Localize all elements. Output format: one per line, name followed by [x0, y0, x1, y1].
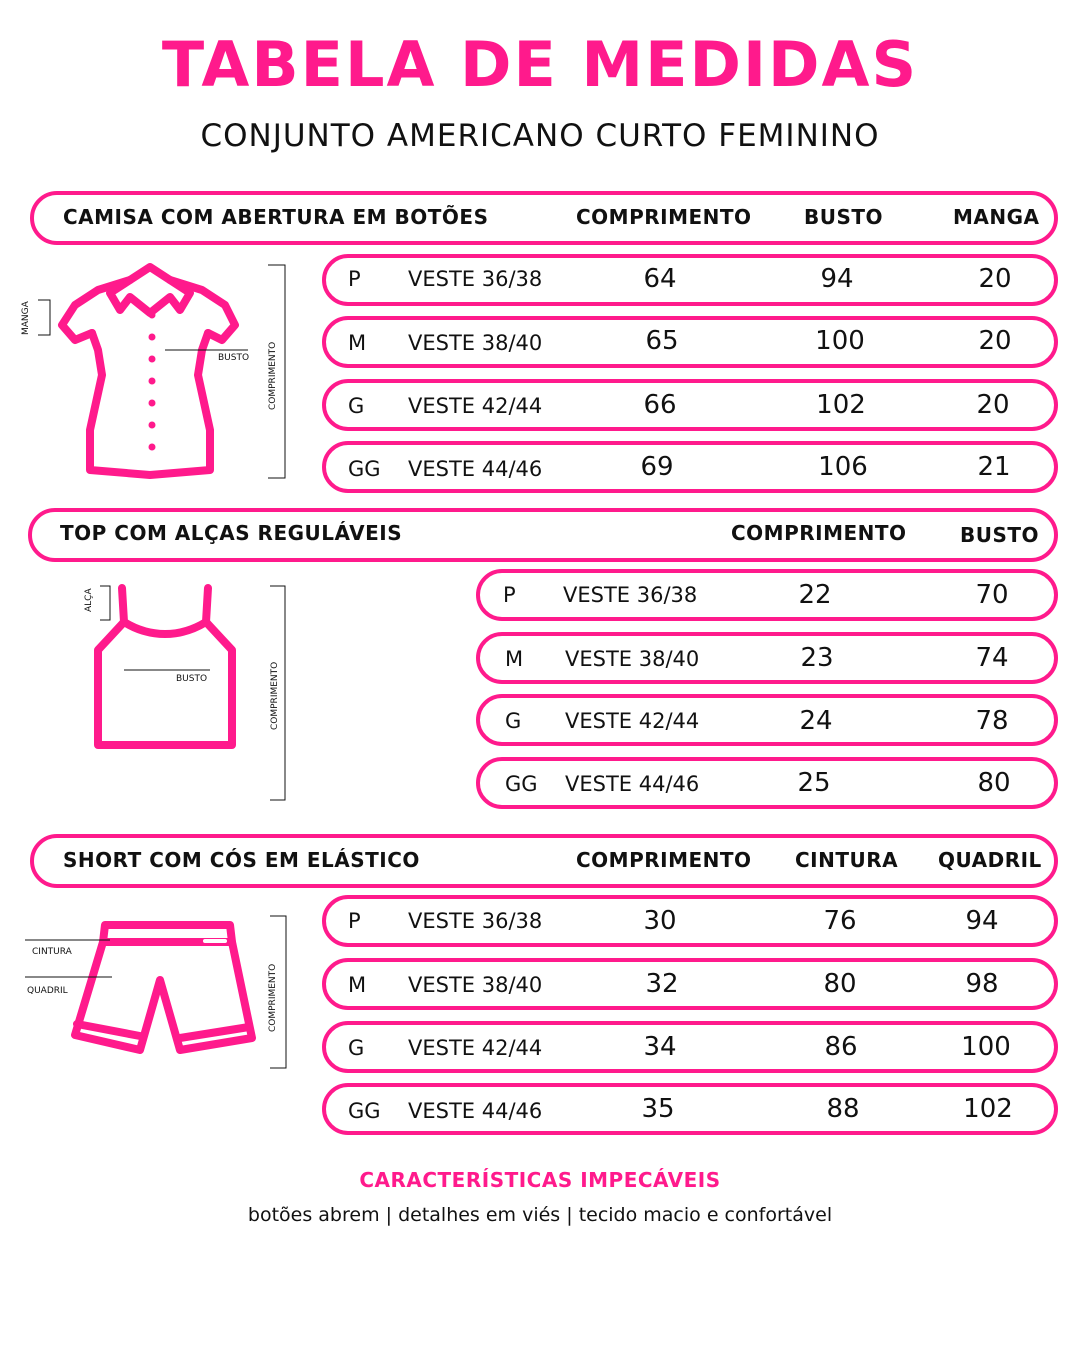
size-label: M — [348, 331, 367, 355]
top-diagram-icon — [80, 580, 300, 805]
measure-value: 70 — [975, 580, 1009, 610]
measure-value: 100 — [961, 1032, 1011, 1062]
size-label: P — [503, 583, 516, 607]
measure-value: 20 — [976, 390, 1010, 420]
dimension-label: ALÇA — [84, 588, 94, 612]
size-label: M — [505, 647, 524, 671]
measure-value: 24 — [799, 706, 833, 736]
measure-value: 35 — [641, 1094, 675, 1124]
measure-value: 23 — [800, 643, 834, 673]
measure-value: 102 — [816, 390, 866, 420]
footer-text: botões abrem | detalhes em viés | tecido macio e confortável — [247, 1204, 833, 1226]
measure-value: 100 — [815, 326, 865, 356]
size-label: P — [348, 267, 361, 291]
column-header: COMPRIMENTO — [576, 205, 752, 229]
measure-value: 102 — [963, 1094, 1013, 1124]
measure-value: 76 — [823, 906, 857, 936]
section-title-camisa: CAMISA COM ABERTURA EM BOTÕES — [63, 205, 489, 229]
size-label: G — [505, 709, 522, 733]
size-label: G — [348, 1036, 365, 1060]
measure-value: 30 — [643, 906, 677, 936]
measure-value: 25 — [797, 768, 831, 798]
veste-label: VESTE 44/46 — [408, 457, 543, 481]
column-header: CINTURA — [795, 848, 899, 872]
section-title-top: TOP COM ALÇAS REGULÁVEIS — [60, 521, 403, 545]
column-header: COMPRIMENTO — [576, 848, 752, 872]
measure-value: 80 — [977, 768, 1011, 798]
measure-value: 94 — [965, 906, 999, 936]
measure-value: 78 — [975, 706, 1009, 736]
measure-value: 64 — [643, 264, 677, 294]
size-label: M — [348, 973, 367, 997]
measure-value: 66 — [643, 390, 677, 420]
dimension-label: COMPRIMENTO — [268, 341, 278, 410]
page-subtitle: CONJUNTO AMERICANO CURTO FEMININO — [200, 118, 880, 154]
measure-value: 20 — [978, 326, 1012, 356]
veste-label: VESTE 38/40 — [408, 973, 543, 997]
measure-value: 34 — [643, 1032, 677, 1062]
column-header: QUADRIL — [938, 848, 1042, 872]
dimension-label: CINTURA — [32, 947, 72, 957]
veste-label: VESTE 42/44 — [408, 394, 543, 418]
size-label: GG — [348, 1099, 381, 1123]
column-header: COMPRIMENTO — [731, 521, 907, 545]
dimension-label: QUADRIL — [27, 986, 68, 996]
column-header: BUSTO — [960, 523, 1040, 547]
footer-title: CARACTERÍSTICAS IMPECÁVEIS — [359, 1168, 721, 1192]
measure-value: 106 — [818, 452, 868, 482]
measure-value: 98 — [965, 969, 999, 999]
dimension-label: BUSTO — [176, 674, 208, 684]
measure-value: 21 — [977, 452, 1011, 482]
size-label: P — [348, 909, 361, 933]
measure-value: 94 — [820, 264, 854, 294]
veste-label: VESTE 44/46 — [408, 1099, 543, 1123]
veste-label: VESTE 36/38 — [408, 267, 543, 291]
column-header: MANGA — [953, 205, 1040, 229]
size-label: GG — [505, 772, 538, 796]
measure-value: 86 — [824, 1032, 858, 1062]
dimension-label: MANGA — [21, 301, 31, 335]
measure-value: 32 — [645, 969, 679, 999]
size-label: G — [348, 394, 365, 418]
measure-value: 20 — [978, 264, 1012, 294]
measure-value: 69 — [640, 452, 674, 482]
measure-value: 22 — [798, 580, 832, 610]
measure-value: 65 — [645, 326, 679, 356]
veste-label: VESTE 38/40 — [565, 647, 700, 671]
measure-value: 88 — [826, 1094, 860, 1124]
veste-label: VESTE 42/44 — [408, 1036, 543, 1060]
veste-label: VESTE 36/38 — [563, 583, 698, 607]
veste-label: VESTE 44/46 — [565, 772, 700, 796]
veste-label: VESTE 42/44 — [565, 709, 700, 733]
page-title: TABELA DE MEDIDAS — [161, 28, 919, 101]
section-title-short: SHORT COM CÓS EM ELÁSTICO — [63, 848, 420, 872]
measure-value: 80 — [823, 969, 857, 999]
dimension-label: COMPRIMENTO — [268, 963, 278, 1032]
size-label: GG — [348, 457, 381, 481]
shirt-diagram-icon — [20, 255, 300, 485]
column-header: BUSTO — [804, 205, 884, 229]
dimension-label: BUSTO — [218, 353, 250, 363]
veste-label: VESTE 36/38 — [408, 909, 543, 933]
veste-label: VESTE 38/40 — [408, 331, 543, 355]
measure-value: 74 — [975, 643, 1009, 673]
dimension-label: COMPRIMENTO — [270, 661, 280, 730]
